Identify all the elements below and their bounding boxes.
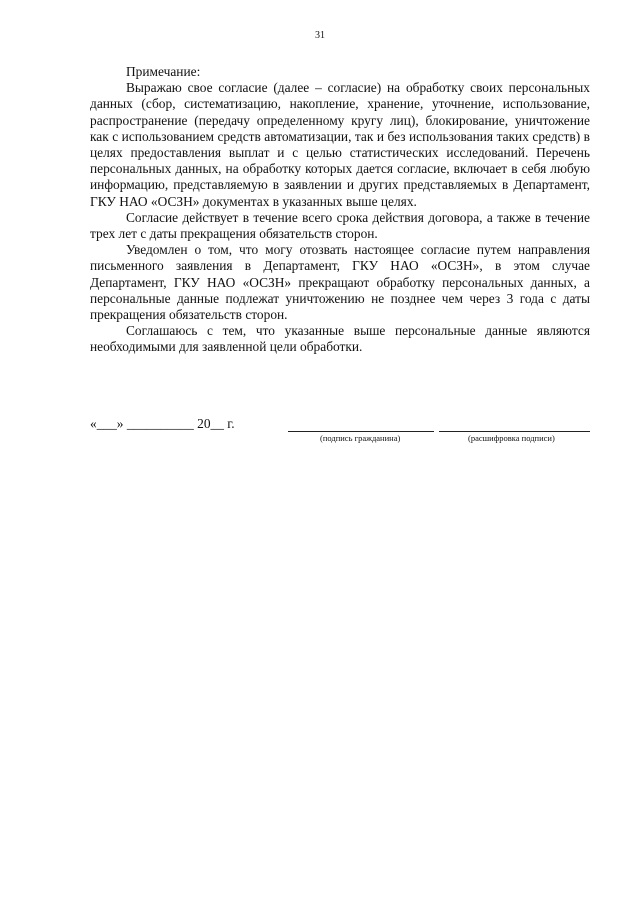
page-number: 31	[315, 30, 325, 41]
agreement-paragraph: Соглашаюсь с тем, что указанные выше персональные данные являются необходимыми для заявленной цели обработки.	[90, 323, 590, 355]
date-field: «___» __________ 20__ г.	[90, 416, 235, 431]
validity-paragraph: Согласие действует в течение всего срока действия договора, а также в течение трех лет с даты прекращения обязательств сторон.	[90, 209, 590, 242]
consent-paragraph: Выражаю свое согласие (далее – согласие) на обработку своих персональных данных (сбор, систематизацию, накопление, хранение, уточнение, использование, распространение (передачу определенному кругу лиц), блокирование, уничтожение как с использованием средств автоматизации, так и без использования таких средств) в целях предоставления выплат и с целью статистических исследований. Перечень персональных данных, на обработку которых дается согласие, включает в себя любую информацию, представляемую в заявлении и других представляемых в Департамент, ГКУ НАО «ОСЗН» документах в указанных выше целях.	[90, 80, 590, 209]
withdrawal-paragraph: Уведомлен о том, что могу отозвать настоящее согласие путем направления письменного заявления в Департамент, ГКУ НАО «ОСЗН», в этом случае Департамент, ГКУ НАО «ОСЗН» прекращают обработку персональных данных, а персональные данные подлежат уничтожению не позднее чем через 3 года с даты прекращения обязательств сторон.	[90, 242, 590, 323]
signature-decode-caption: (расшифровка подписи)	[468, 433, 555, 443]
note-heading: Примечание:	[126, 64, 201, 79]
signature-block	[90, 416, 590, 446]
citizen-signature-caption: (подпись гражданина)	[320, 433, 401, 443]
citizen-signature-line	[288, 431, 434, 432]
document-body	[90, 64, 590, 356]
signature-decode-line	[439, 431, 590, 432]
